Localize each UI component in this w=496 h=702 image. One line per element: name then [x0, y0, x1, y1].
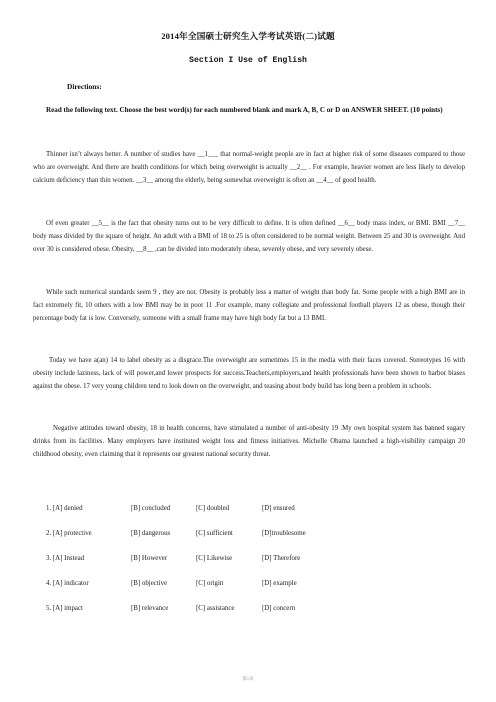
- option-row: [46, 505, 466, 530]
- answer-options: [46, 505, 466, 630]
- option-a: 2. [A] protective: [46, 530, 92, 537]
- option-c: [C] doubled: [196, 505, 230, 512]
- paragraph-1: Thinner isn’t always better. A number of studies have __1___ that normal-weight people are in fact at higher risk of some diseases compared to those who are overweight. And there are health conditions for which being overweight is actually __2__ . For example, heavier women are less likely to develop calcium deficiency than thin women. __3__ among the elderly, being somewhat overweight is often an __4__ of good health.: [33, 151, 465, 184]
- option-d: [D] ensured: [262, 505, 295, 512]
- option-b: [B] relevance: [131, 605, 169, 612]
- option-b: [B] However: [131, 555, 168, 562]
- option-row: [46, 605, 466, 630]
- option-b: [B] concluded: [131, 505, 171, 512]
- option-c: [C] origin: [196, 580, 224, 587]
- option-d: [D] Therefore: [262, 555, 301, 562]
- section-heading: Section I Use of English: [189, 56, 307, 65]
- option-b: [B] dangerous: [131, 530, 171, 537]
- instruction-text: Read the following text. Choose the best word(s) for each numbered blank and mark A, B, C or D on ANSWER SHEET. (10 points): [46, 106, 443, 114]
- option-a: 5. [A] impact: [46, 605, 83, 612]
- option-a: 3. [A] Instead: [46, 555, 85, 562]
- paragraph-5: Negative attitudes toward obesity, 18 in health concerns, have stimulated a number of anti-obesity 19 .My own hospital system has banned sugary drinks from its facilities. Many employers have instituted weight loss and fitness initiatives. Michelle Obama launched a high-visibility campaign 20 childhood obesity, even claiming that it represents our greatest national security threat.: [33, 425, 465, 458]
- option-row: [46, 530, 466, 555]
- paragraph-3: While such numerical standards seem 9 , they are not. Obesity is probably less a matter of weight than body fat. Some people with a high BMI are in fact extremely fit, 10 others with a low BMI may be in poor 11 .For example, many collegiate and professional football players 12 as obese, though their percentage body fat is low. Conversely, someone with a small frame may have high body fat but a 13 BMI.: [33, 289, 465, 322]
- option-c: [C] assistance: [196, 605, 235, 612]
- option-row: [46, 580, 466, 605]
- option-a: 4. [A] indicator: [46, 580, 89, 587]
- option-d: [D]troublesome: [262, 530, 306, 537]
- option-b: [B] objective: [131, 580, 168, 587]
- exam-title: 2014年全国硕士研究生入学考试英语(二)试题: [161, 31, 335, 41]
- option-row: [46, 555, 466, 580]
- page-number: 第1页: [242, 676, 254, 681]
- option-c: [C] Likewise: [196, 555, 233, 562]
- option-c: [C] sufficient: [196, 530, 233, 537]
- option-a: 1. [A] denied: [46, 505, 83, 512]
- paragraph-2: Of even greater __5__ is the fact that obesity turns out to be very difficult to define. It is often defined __6__ body mass index, or BMI. BMI __7__ body mass divided by the square of height. An adult with a BMI of 18 to 25 is often considered to be normal weight. Between 25 and 30 is overweight. And over 30 is considered obese. Obesity, __8__ ,can be divided into moderately obese, severely obese, and very severely obese.: [33, 220, 465, 253]
- option-d: [D] concern: [262, 605, 296, 612]
- option-d: [D] example: [262, 580, 297, 587]
- directions-label: Directions:: [67, 82, 102, 91]
- paragraph-4: Today we have a(an) 14 to label obesity as a disgrace.The overweight are sometimes 15 in the media with their faces covered. Stereotypes 16 with obesity include laziness, lack of will power,and lower prospects for success.Teachers,employers,and health professionals have been shown to harbor biases against the obese. 17 very young children tend to look down on the overweight, and teasing about body build has long been a problem in schools.: [33, 357, 465, 390]
